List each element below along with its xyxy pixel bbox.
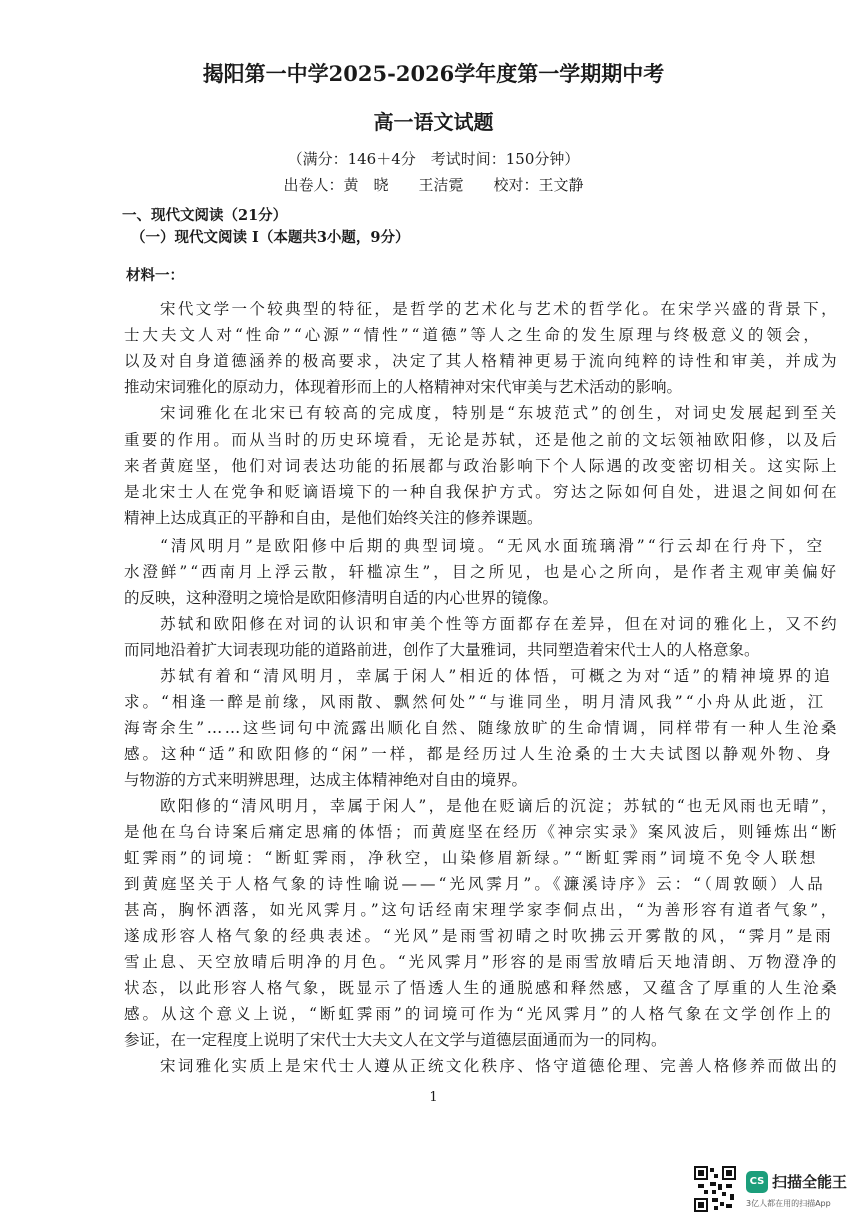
passage-line: 宋代文学一个较典型的特征，是哲学的艺术化与艺术的哲学化。在宋学兴盛的背景下， xyxy=(160,300,839,318)
passage-line: 重要的作用。而从当时的历史环境看，无论是苏轼，还是他之前的文坛领袖欧阳修，以及后 xyxy=(124,431,839,449)
passage-line: 士大夫文人对“性命”“心源”“情性”“道德”等人之生命的发生原理与终极意义的领会， xyxy=(124,326,822,344)
scanner-app-subtitle: 3亿人都在用的扫描App xyxy=(746,1199,831,1208)
scanner-watermark xyxy=(694,1166,864,1218)
passage-line: 精神上达成真正的平静和自由，是他们始终关注的修养课题。 xyxy=(124,509,543,527)
passage-line: 虹霁雨”的词境：“断虹霁雨，净秋空，山染修眉新绿。”“断虹霁雨”词境不免令人联想 xyxy=(124,849,819,867)
subsection-heading: （一）现代文阅读 I（本题共3小题，9分） xyxy=(131,229,410,246)
passage-line: 是北宋士人在党争和贬谪语境下的一种自我保护方式。穷达之际如何自处，进退之间如何在 xyxy=(124,483,839,501)
passage-line: 参证，在一定程度上说明了宋代士大夫文人在文学与道德层面通而为一的同构。 xyxy=(124,1031,667,1049)
passage-line: 水澄鲜”“西南月上浮云散，轩槛凉生”，目之所见，也是心之所向，是作者主观审美偏好 xyxy=(124,563,839,581)
passage-line: 宋词雅化实质上是宋代士人遵从正统文化秩序、恪守道德伦理、完善人格修养而做出的 xyxy=(160,1057,839,1075)
passage-line: 状态，以此形容人格气象，既显示了悟透人生的通脱感和释然感，又蕴含了厚重的人生沧桑 xyxy=(124,979,839,997)
scanner-app-name: 扫描全能王 xyxy=(772,1173,848,1191)
page-number: 1 xyxy=(429,1090,438,1105)
passage-line: 推动宋词雅化的原动力，体现着形而上的人格精神对宋代审美与艺术活动的影响。 xyxy=(124,378,683,396)
passage-line: 与物游的方式来明辨思理，达成主体精神绝对自由的境界。 xyxy=(124,771,528,789)
material-label: 材料一： xyxy=(126,267,184,284)
passage-line: 以及对自身道德涵养的极高要求，决定了其人格精神更易于流向纯粹的诗性和审美，并成为 xyxy=(124,352,839,370)
qr-code-icon xyxy=(694,1166,736,1212)
passage-line: 是他在乌台诗案后痛定思痛的体悟；而黄庭坚在经历《神宗实录》案风波后，则锤炼出“断 xyxy=(124,823,839,841)
school-exam-title: 揭阳第一中学2025-2026学年度第一学期期中考 xyxy=(202,61,665,86)
section-heading: 一、现代文阅读（21分） xyxy=(122,207,288,224)
passage-line: 来者黄庭坚，他们对词表达功能的拓展都与政治影响下个人际遇的改变密切相关。这实际上 xyxy=(124,457,839,475)
passage-line: 而同地沿着扩大词表现功能的道路前进，创作了大量雅词，共同塑造着宋代士人的人格意象。 xyxy=(124,641,760,659)
passage-line: 甚高，胸怀洒落，如光风霁月。”这句话经南宋理学家李侗点出，“为善形容有道者气象”， xyxy=(124,901,839,919)
passage-line: 的反映，这种澄明之境恰是欧阳修清明自适的内心世界的镜像。 xyxy=(124,589,559,607)
passage-line: 苏轼和欧阳修在对词的认识和审美个性等方面都存在差异，但在对词的雅化上，又不约 xyxy=(160,615,839,633)
score-time-info: （满分：146＋4分 考试时间：150分钟） xyxy=(287,150,580,168)
passage-line: 感。从这个意义上说，“断虹霁雨”的词境可作为“光风霁月”的人格气象在文学创作上的 xyxy=(124,1005,834,1023)
author-info: 出卷人：黄 晓 王洁霓 校对：王文静 xyxy=(283,176,584,194)
passage-line: 欧阳修的“清风明月，幸属于闲人”，是他在贬谪后的沉淀；苏轼的“也无风雨也无晴”， xyxy=(160,797,839,815)
passage-line: 宋词雅化在北宋已有较高的完成度，特别是“东坡范式”的创生，对词史发展起到至关 xyxy=(160,404,839,422)
passage-line: 遂成形容人格气象的经典表述。“光风”是雨雪初晴之时吹拂云开雾散的风，“霁月”是雨 xyxy=(124,927,834,945)
cs-logo-icon: CS xyxy=(746,1171,768,1193)
passage-line: 求。“相逢一醉是前缘，风雨散、飘然何处”“与谁同坐，明月清风我”“小舟从此逝，江 xyxy=(124,693,827,711)
passage-line: 苏轼有着和“清风明月，幸属于闲人”相近的体悟，可概之为对“适”的精神境界的追 xyxy=(160,667,833,685)
passage-line: 感。这种“适”和欧阳修的“闲”一样，都是经历过人生沧桑的士大夫试图以静观外物、身 xyxy=(124,745,834,763)
subject-title: 高一语文试题 xyxy=(373,110,494,134)
passage-line: “清风明月”是欧阳修中后期的典型词境。“无风水面琉璃滑”“行云却在行舟下，空 xyxy=(160,537,826,555)
passage-line: 到黄庭坚关于人格气象的诗性喻说——“光风霁月”。《濂溪诗序》云：“（周敦颐）人品 xyxy=(124,875,826,893)
passage-line: 雪止息、天空放晴后明净的月色。“光风霁月”形容的是雨雪放晴后天地清朗、万物澄净的 xyxy=(124,953,839,971)
passage-line: 海寄余生”……这些词句中流露出顺化自然、随缘放旷的生命情调，同样带有一种人生沧桑 xyxy=(124,719,839,737)
